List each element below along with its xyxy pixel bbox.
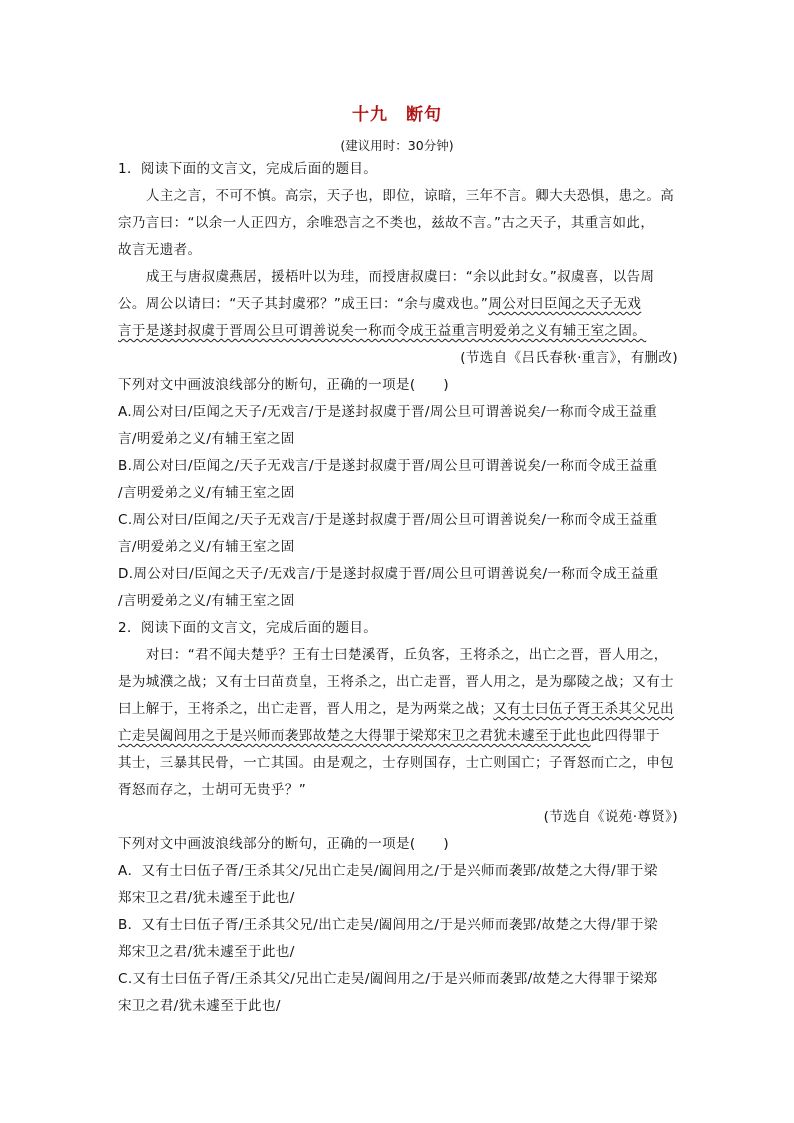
q1-option-b-cont: /言明爱弟之义/有辅王室之固: [118, 485, 295, 501]
q2-passage-line: 其士，三暴其民骨，一亡其国。由是观之，士存则国存，士亡则国亡；子胥怒而亡之，申包: [118, 755, 674, 771]
q2-option-c: C.又有士曰伍子胥/王杀其父/兄出亡走吴/阖闾用之/于是兴师而袭郢/故楚之大得罪于梁郑: [118, 971, 658, 987]
q2-passage-line: 胥怒而存之，士胡可无贵乎？”: [118, 782, 307, 798]
q1-wavy-text: 言于是遂封叔虞于晋周公旦可谓善说矣一称而令成王益重言明爱弟之义有辅王室之固。: [118, 323, 647, 339]
q1-passage-line: 人主之言，不可不慎。高宗，天子也，即位，谅暗，三年不言。卿大夫恐惧，患之。高: [146, 188, 675, 204]
q1-option-c-cont: 言/明爱弟之义/有辅王室之固: [118, 539, 295, 555]
q1-option-a-cont: 言/明爱弟之义/有辅王室之固: [118, 431, 295, 447]
q2-option-c-cont: 宋卫之君/犹未遽至于此也/: [118, 998, 281, 1014]
q1-stem: 1．阅读下面的文言文，完成后面的题目。: [118, 161, 378, 177]
q2-option-a: A．又有士曰伍子胥/王杀其父/兄出亡走吴/阖闾用之/于是兴师而袭郢/故楚之大得/罪于梁: [118, 863, 658, 879]
q1-option-d-cont: /言明爱弟之义/有辅王室之固: [118, 593, 295, 609]
q1-question: 下列对文中画波浪线部分的断句，正确的一项是( ): [118, 377, 450, 393]
q1-wavy-text: 周公对曰臣闻之天子无戏: [488, 296, 642, 312]
q1-option-c: C.周公对曰/臣闻之/天子无戏言/于是遂封叔虞于晋/周公旦可谓善说矣/一称而令成王益重: [118, 512, 658, 528]
q1-passage-line: 成王与唐叔虞燕居，援梧叶以为珪，而授唐叔虞曰：“余以此封女。”叔虞喜，以告周: [146, 269, 655, 285]
q2-passage-line: 对曰：“君不闻夫楚乎？王有士曰楚溪胥，丘负客，王将杀之，出亡之晋，晋人用之，: [146, 647, 668, 663]
q2-option-b-cont: 郑宋卫之君/犹未遽至于此也/: [118, 944, 295, 960]
q2-option-a-cont: 郑宋卫之君/犹未遽至于此也/: [118, 890, 295, 906]
q2-passage-line: [118, 696, 678, 723]
q2-source: (节选自《说苑·尊贤》): [543, 809, 678, 825]
q1-option-a: A.周公对曰/臣闻之天子/无戏言/于是遂封叔虞于晋/周公旦可谓善说矣/一称而令成王益重: [118, 404, 658, 420]
q2-wavy-text: 亡走吴阖闾用之于是兴师而袭郢故楚之大得罪于梁郑宋卫之君犹未遽至于此也: [118, 728, 591, 744]
q1-source: (节选自《吕氏春秋·重言》，有删改): [460, 350, 678, 366]
q1-option-b: B.周公对曰/臣闻之/天子无戏言/于是遂封叔虞于晋/周公旦可谓善说矣/一称而令成王益重: [118, 458, 658, 474]
q2-question: 下列对文中画波浪线部分的断句，正确的一项是( ): [118, 836, 450, 852]
q2-passage-line: 是为城濮之战；又有士曰苗贲皇，王将杀之，出亡走晋，晋人用之，是为鄢陵之战；又有士: [118, 674, 674, 690]
q1-passage-line: 宗乃言曰：“以余一人正四方，余唯恐言之不类也，兹故不言。”古之天子，其重言如此，: [118, 215, 655, 231]
q1-option-d: D.周公对曰/臣闻之天子/无戏言/于是遂封叔虞于晋/周公旦可谓善说矣/一称而令成王益重: [118, 566, 659, 582]
page-title: 十九 断句: [352, 105, 442, 125]
q1-passage-line: 故言无遗者。: [118, 242, 202, 258]
suggested-time: (建议用时：30分钟): [340, 138, 454, 153]
q2-plain-text: 曰上解于，王将杀之，出亡走晋，晋人用之，是为两棠之战；: [118, 701, 494, 717]
q2-plain-text: 此四得罪于: [590, 728, 661, 744]
q2-option-b: B．又有士曰伍子胥/王杀其父兄/出亡走吴/阖闾用之/于是兴师而袭郢/故楚之大得/罪于梁: [118, 917, 658, 933]
q1-plain-text: 公。周公以请曰：“天子其封虞邪？”成王曰：“余与虞戏也。”: [118, 296, 489, 312]
q1-passage-line: [118, 291, 678, 318]
q2-passage-line: [118, 723, 678, 750]
q2-wavy-text: 又有士曰伍子胥王杀其父兄出: [493, 701, 675, 717]
q2-stem: 2．阅读下面的文言文，完成后面的题目。: [118, 620, 378, 636]
document-body: [118, 156, 678, 1020]
q1-passage-line: [118, 318, 678, 345]
